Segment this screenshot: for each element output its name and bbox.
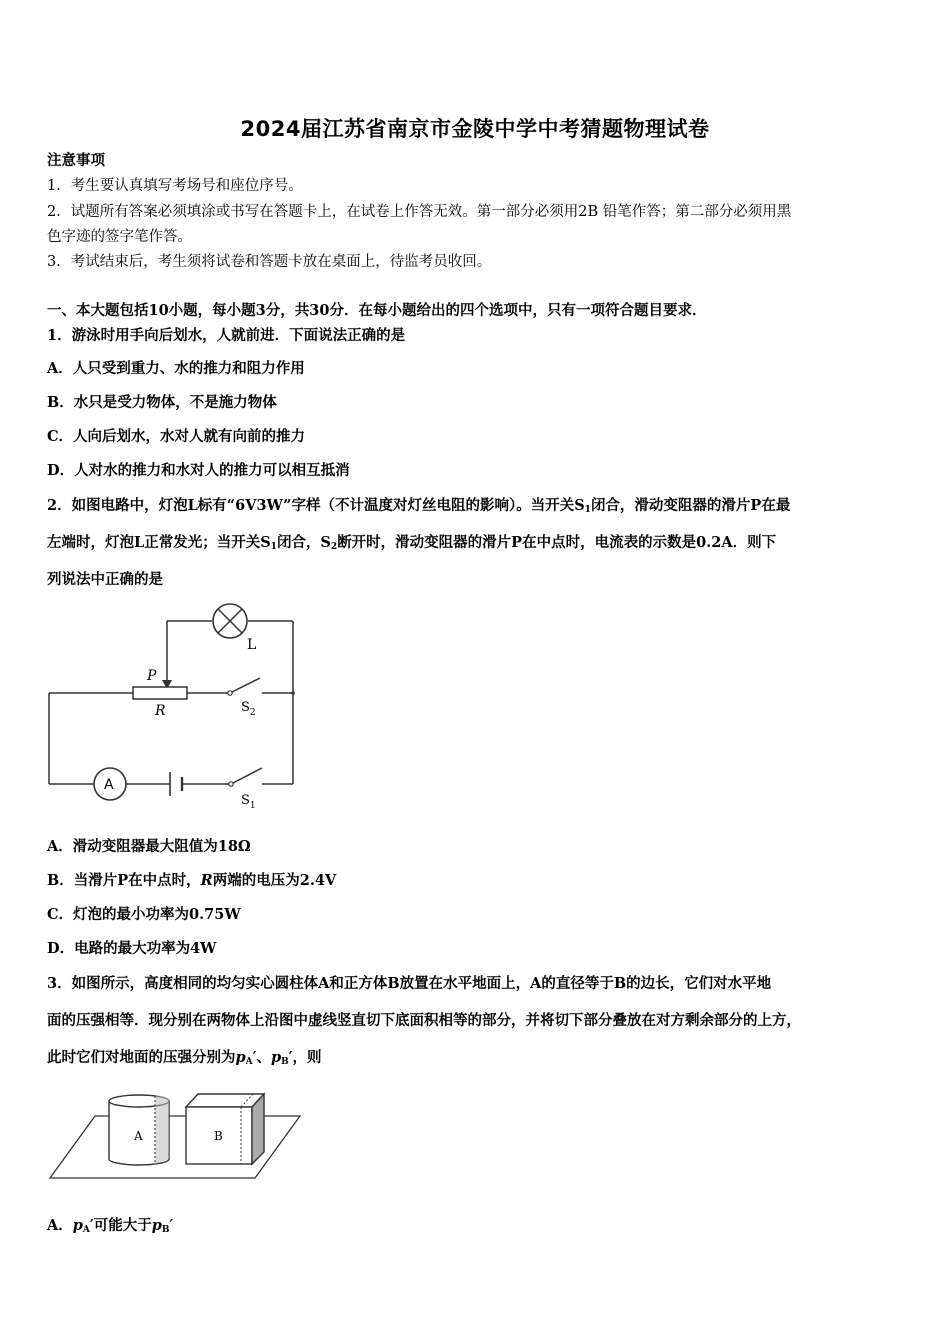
q2-stem-line1: 2．如图电路中，灯泡L标有“6V3W”字样（不计温度对灯丝电阻的影响）。当开关$S_1$闭合，滑动变阻器的滑片P在最 [47, 497, 791, 515]
section-header: 一、本大题包括10小题，每小题3分，共30分．在每小题给出的四个选项中，只有一项符合题目要求． [47, 302, 707, 319]
q1-option-b: B．水只是受力物体，不是施力物体 [47, 394, 277, 411]
notice-item-3: 3．考试结束后，考生须将试卷和答题卡放在桌面上，待监考员收回。 [47, 254, 492, 270]
lamp-label: L [247, 637, 257, 653]
q3-stem-line2: 面的压强相等．现分别在两物体上沿图中虚线竖直切下底面积相等的部分，并将切下部分叠放在对方剩余部分的上方， [47, 1012, 801, 1029]
q2-stem-line3: 列说法中正确的是 [47, 571, 163, 588]
q2-stem-line2: 左端时，灯泡L正常发光；当开关$S_1$闭合，$S_2$断开时，滑动变阻器的滑片P在中点时，电流表的示数是0.2A．则下 [47, 534, 777, 552]
cube-b [186, 1094, 264, 1164]
q1-option-a: A．人只受到重力、水的推力和阻力作用 [47, 360, 305, 377]
circuit-diagram [40, 598, 310, 818]
q2-option-a: A．滑动变阻器最大阻值为18Ω [47, 838, 251, 855]
q3-option-a: A．$p_A'$可能大于$p_B'$ [47, 1217, 174, 1235]
lamp-symbol [213, 604, 247, 638]
notice-heading: 注意事项 [47, 152, 105, 169]
q2-option-d: D．电路的最大功率为4W [47, 940, 217, 957]
q2-option-c: C．灯泡的最小功率为0.75W [47, 906, 241, 923]
ammeter-label: A [104, 777, 114, 793]
cylinder-cube-diagram [45, 1088, 305, 1184]
rheostat-resistor [133, 687, 187, 699]
slider-label: P [147, 668, 157, 684]
q3-stem-line3: 此时它们对地面的压强分别为$p_A'$、$p_B'$，则 [47, 1049, 322, 1067]
switch-s2-label: $S_2$ [241, 700, 256, 718]
notice-item-2: 2．试题所有答案必须填涂或书写在答题卡上，在试卷上作答无效。第一部分必须用2B 铅笔作答；第二部分必须用黑 [47, 204, 792, 220]
notice-item-2-cont: 色字迹的签字笔作答。 [47, 229, 192, 245]
q3-stem-line1: 3．如图所示，高度相同的均匀实心圆柱体A和正方体B放置在水平地面上，A的直径等于B的边长，它们对水平地 [47, 975, 772, 992]
q1-option-c: C．人向后划水，水对人就有向前的推力 [47, 428, 306, 445]
switch-s1 [229, 768, 262, 786]
notice-item-1: 1．考生要认真填写考场号和座位序号。 [47, 178, 303, 194]
cylinder-a-label: A [134, 1129, 143, 1143]
q2-option-b: B．当滑片P在中点时，R两端的电压为2.4V [47, 872, 337, 889]
resistor-label: R [155, 703, 166, 719]
q1-stem: 1．游泳时用手向后划水，人就前进．下面说法正确的是 [47, 327, 406, 344]
q1-option-d: D．人对水的推力和水对人的推力可以相互抵消 [47, 462, 350, 479]
switch-s1-label: $S_1$ [241, 793, 256, 811]
battery-symbol [170, 772, 182, 796]
cube-b-label: B [214, 1129, 223, 1143]
page-title: 2024届江苏省南京市金陵中学中考猜题物理试卷 [240, 117, 710, 141]
